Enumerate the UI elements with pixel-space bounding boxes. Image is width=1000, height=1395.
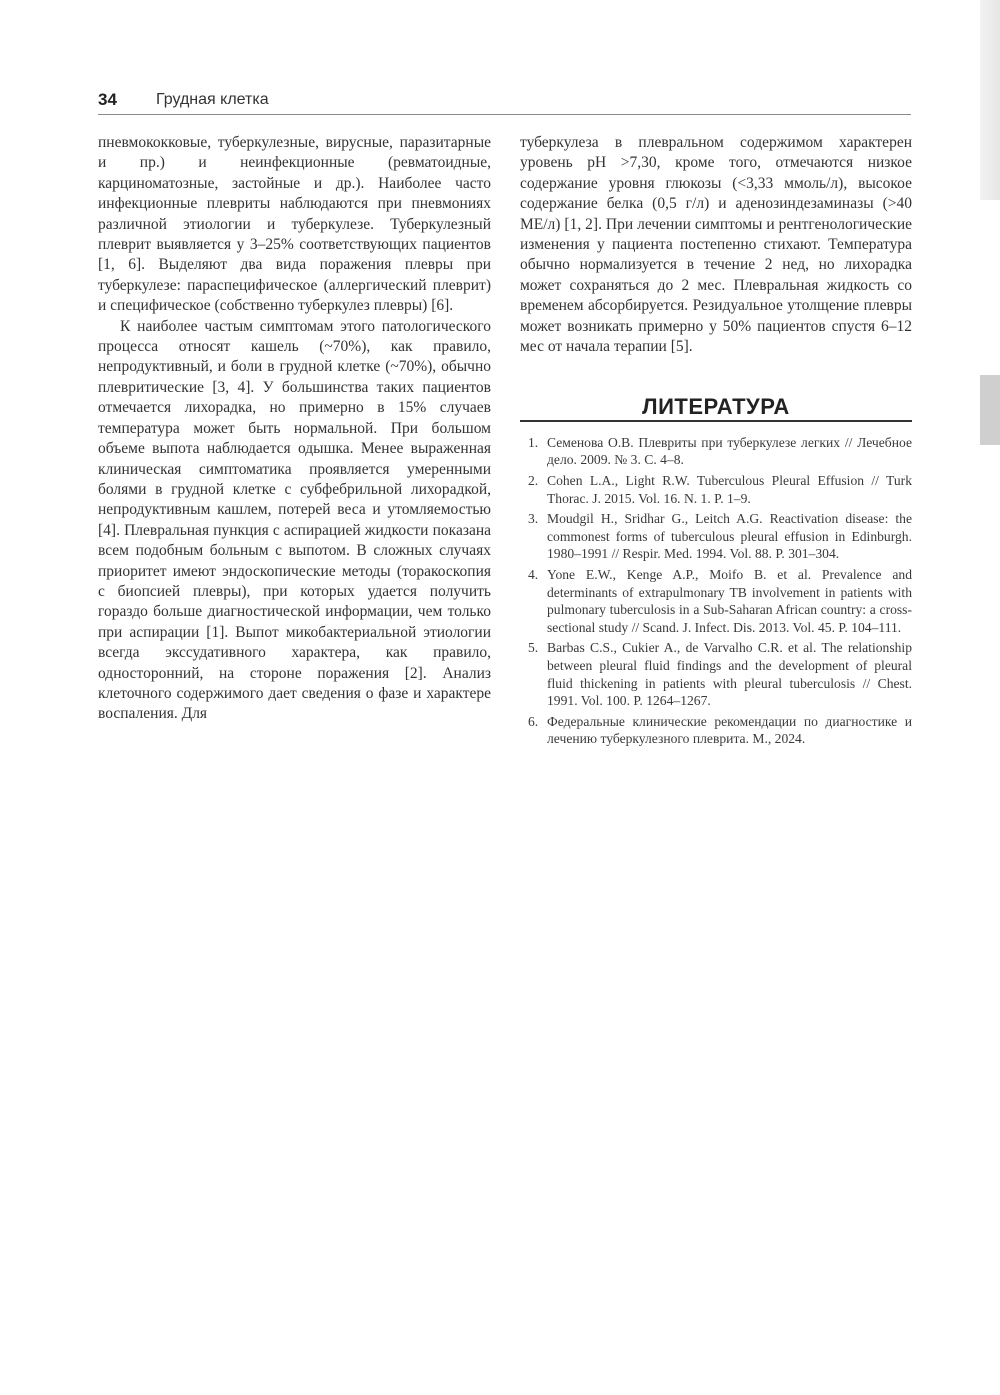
reference-text: Moudgil H., Sridhar G., Leitch A.G. Reactivation disease: the commonest forms of tuberculous pleural effusion in Edinburgh. 1980–1991 // Respir. Med. 1994. Vol. 88. P. 301–304. (547, 511, 912, 562)
reference-text: Yone E.W., Kenge A.P., Moifo B. et al. Prevalence and determinants of extrapulmonary TB involvement in patients with pulmonary tuberculosis in a Sub-Saharan African country: a cross-sectional study // Scand. J. Infect. Dis. 2013. Vol. 45. P. 104–111. (547, 567, 912, 635)
reference-number: 6. (528, 713, 539, 729)
reference-item (520, 713, 912, 748)
literature-heading: ЛИТЕРАТУРА (520, 397, 912, 421)
reference-number: 2. (528, 473, 539, 489)
right-column (520, 133, 912, 751)
reference-number: 1. (528, 434, 539, 450)
body-paragraph-2: К наиболее частым симптомам этого патологического процесса относят кашель (~70%), как правило, непродуктивный, и боли в грудной клетке (~70%), обычно плевритические [3, 4]. У большинства таких пациентов отмечается лихорадка, но примерно в 15% случаев температура может быть нормальной. При большом объеме выпота наблюдается одышка. Менее выраженная клиническая симптоматика проявляется умеренными болями в грудной клетке с субфебрильной лихорадкой, непродуктивным кашлем, потерей веса и утомляемостью [4]. Плевральная пункция с аспирацией жидкости показана всем подобным больным с выпотом. В сложных случаях приоритет имеют эндоскопические методы (торакоскопия с биопсией плевры), при которых удается получить гораздо больше диагностической информации, чем только при аспирации [1]. Выпот микобактериальной этиологии всегда экссудативного характера, как правило, односторонний, на стороне поражения [2]. Анализ клеточного содержимого дает сведения о фазе и характере воспаления. Для (98, 317, 491, 723)
page-number: 34 (98, 90, 117, 109)
reference-item (520, 639, 912, 709)
reference-number: 4. (528, 567, 539, 583)
reference-item (520, 566, 912, 636)
reference-item (520, 434, 912, 469)
left-column (98, 133, 491, 725)
reference-number: 5. (528, 640, 539, 656)
reference-item (520, 472, 912, 507)
reference-list (520, 434, 912, 748)
section-title: Грудная клетка (156, 91, 269, 108)
page-edge-decoration (980, 0, 1000, 200)
body-paragraph-1: пневмококковые, туберкулезные, вирусные, паразитарные и пр.) и неинфекционные (ревматоидные, карциноматозные, застойные и др.). Наиболее часто инфекционные плевриты наблюдаются при пневмониях различной этиологии и туберкулезе. Туберкулезный плеврит выявляется у 3–25% соответствующих пациентов [1, 6]. Выделяют два вида поражения плевры при туберкулезе: параспецифическое (аллергический плеврит) и специфическое (собственно туберкулез плевры) [6]. (98, 134, 491, 315)
reference-text: Семенова О.В. Плевриты при туберкулезе легких // Лечебное дело. 2009. № 3. С. 4–8. (547, 434, 912, 468)
reference-text: Barbas C.S., Cukier A., de Varvalho C.R. et al. The relationship between pleural fluid findings and the development of pleural fluid thickening in patients with pleural tuberculosis // Chest. 1991. Vol. 100. P. 1264–1267. (547, 640, 912, 709)
running-header (98, 88, 911, 115)
reference-item (520, 510, 912, 563)
reference-number: 3. (528, 511, 539, 527)
reference-text: Cohen L.A., Light R.W. Tuberculous Pleural Effusion // Turk Thorac. J. 2015. Vol. 16. N. 1. P. 1–9. (547, 473, 912, 506)
reference-text: Федеральные клинические рекомендации по диагностике и лечению туберкулезного плеврита. М., 2024. (547, 713, 912, 747)
chapter-thumb-tab (980, 375, 1000, 445)
body-paragraph-3: туберкулеза в плевральном содержимом характерен уровень pH >7,30, кроме того, отмечаются низкое содержание уровня глюкозы (<3,33 ммоль/л), высокое содержание белка (0,5 г/л) и аденозиндезаминазы (>40 МЕ/л) [1, 2]. При лечении симптомы и рентгенологические изменения у пациента постепенно стихают. Температура обычно нормализуется в течение 2 нед, но лихорадка может сохраняться до 2 мес. Плевральная жидкость со временем абсорбируется. Резидуальное утолщение плевры может возникать примерно у 50% пациентов спустя 6–12 мес от начала терапии [5]. (520, 134, 912, 356)
